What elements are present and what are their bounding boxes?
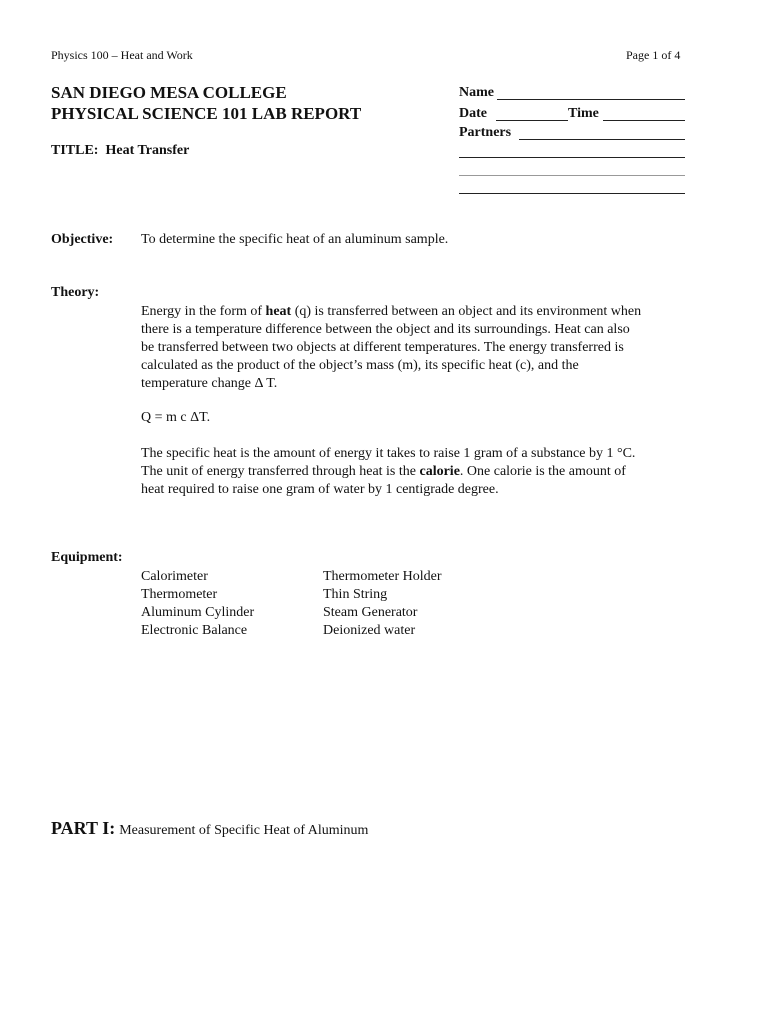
page-number: Page 1 of 4: [626, 48, 681, 62]
part-1-heading: PART I: Measurement of Specific Heat of Aluminum: [51, 818, 369, 838]
partners-line-4[interactable]: [459, 193, 685, 194]
date-label: Date: [459, 106, 487, 121]
theory-paragraph-2: The specific heat is the amount of energy it takes to raise 1 gram of a substance by 1 °C. The unit of energy transferred through heat is the calorie. One calorie is the amount of heat required to raise one gram of water by 1 centigrade degree.: [141, 446, 636, 497]
name-field[interactable]: [497, 99, 685, 100]
equipment-label: Equipment:: [51, 550, 123, 565]
list-item: Thin String: [323, 587, 388, 602]
report-heading: PHYSICAL SCIENCE 101 LAB REPORT: [51, 104, 362, 123]
theory-label: Theory:: [51, 285, 100, 300]
time-label: Time: [568, 106, 599, 121]
equipment-list-1: [141, 568, 254, 640]
college-name: SAN DIEGO MESA COLLEGE: [51, 83, 287, 102]
partners-label: Partners: [459, 125, 512, 140]
partners-field[interactable]: [519, 139, 685, 140]
title-label: TITLE:: [51, 143, 99, 158]
heat-equation: Q = m c ΔT.: [141, 410, 211, 425]
theory-paragraph-1: Energy in the form of heat (q) is transferred between an object and its environment when there is a temperature difference between the object and its surroundings. Heat can also be transferred between two objects at different temperatures. The energy transferred is calculated as the product of the object’s mass (m), its specific heat (c), and the temperature change Δ T.: [141, 304, 642, 391]
list-item: Aluminum Cylinder: [141, 605, 255, 620]
running-header-left: Physics 100 – Heat and Work: [51, 48, 193, 62]
objective-text: To determine the specific heat of an aluminum sample.: [141, 232, 449, 247]
partners-line-3[interactable]: [459, 175, 685, 176]
lab-title: [51, 143, 189, 159]
time-field[interactable]: [603, 120, 685, 121]
list-item: Calorimeter: [141, 569, 208, 584]
title-value: Heat Transfer: [105, 143, 190, 158]
equipment-list-2: [323, 568, 442, 640]
list-item: Deionized water: [323, 623, 416, 638]
partners-line-2[interactable]: [459, 157, 685, 158]
name-label: Name: [459, 85, 494, 100]
list-item: Thermometer: [141, 587, 218, 602]
objective-label: Objective:: [51, 232, 114, 247]
date-field[interactable]: [496, 120, 568, 121]
list-item: Steam Generator: [323, 605, 418, 620]
list-item: Electronic Balance: [141, 623, 248, 638]
list-item: Thermometer Holder: [323, 569, 442, 584]
